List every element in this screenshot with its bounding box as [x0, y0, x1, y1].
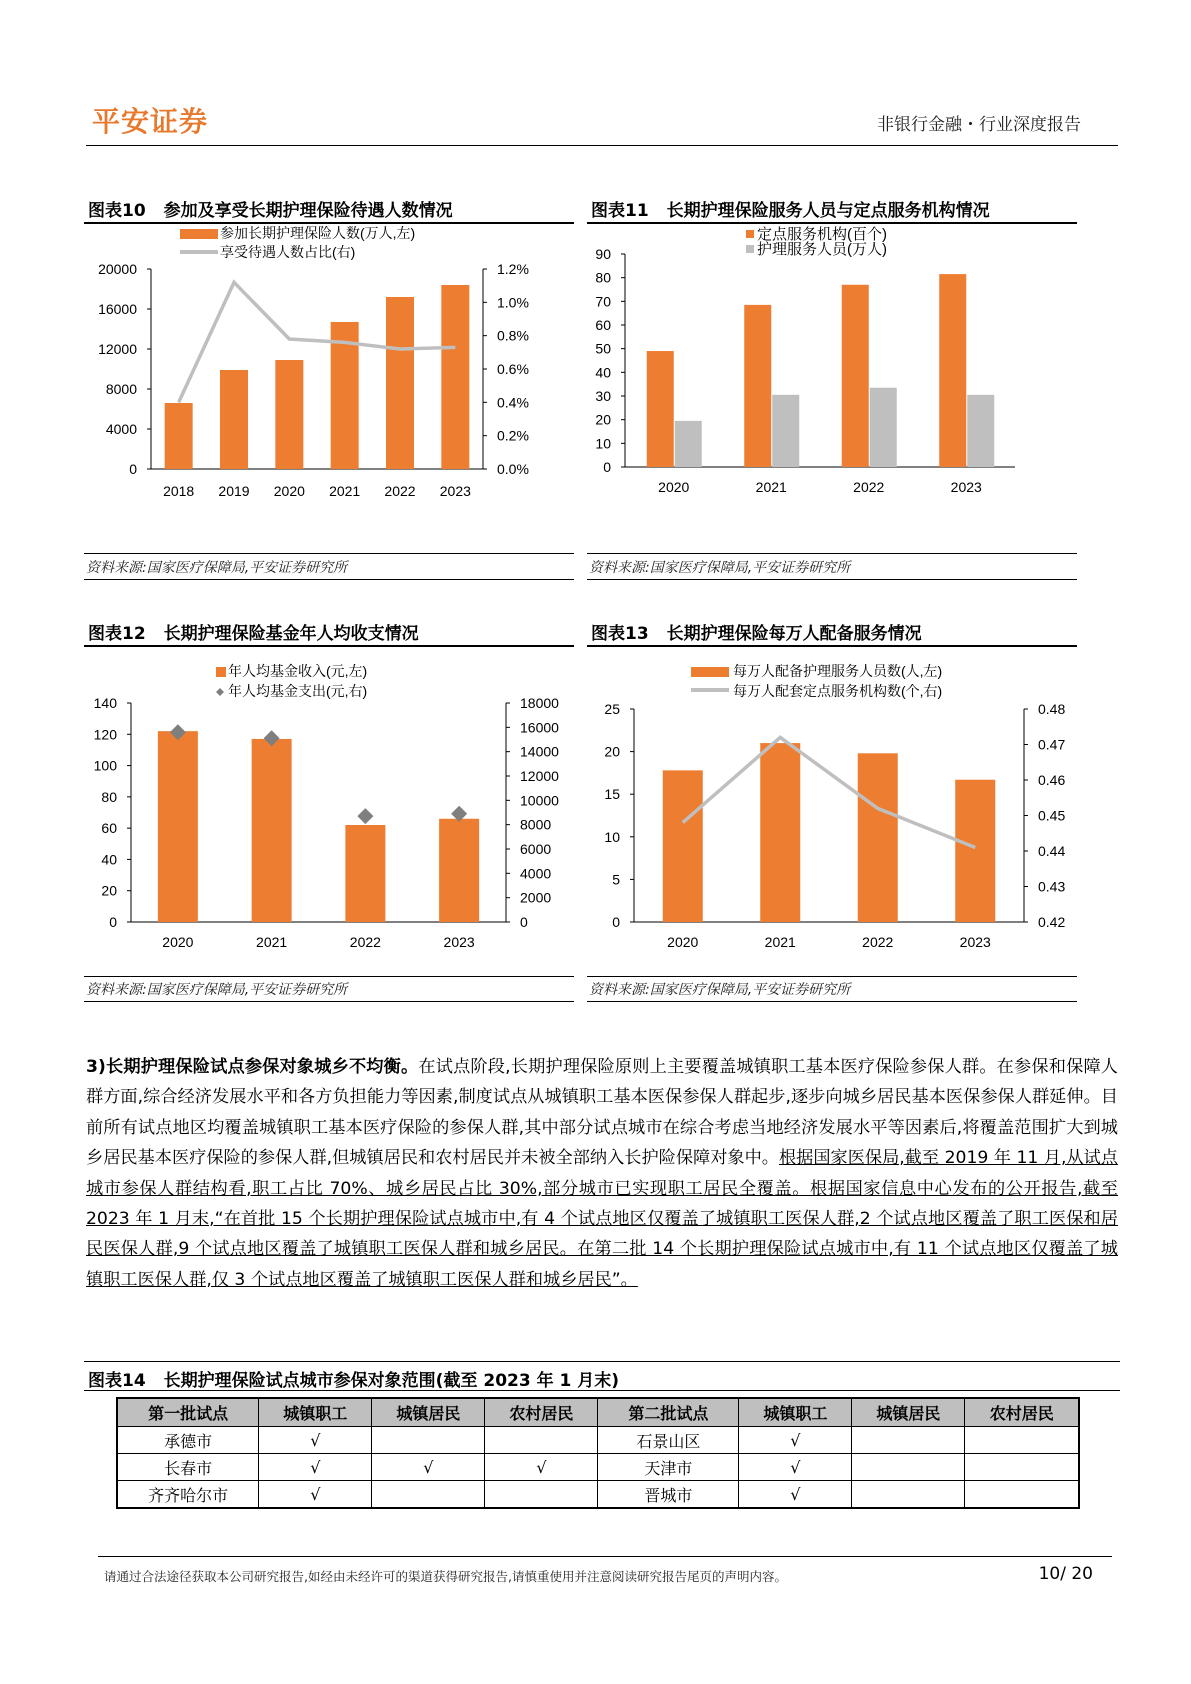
legend-label-s2: 护理服务人员(万人): [757, 241, 887, 258]
c12-yleft-tick-label: 0: [109, 914, 117, 930]
chart12-source-rule: [84, 976, 574, 977]
c11-y-tick-label: 60: [595, 317, 611, 333]
c10-x-tick-label: 2021: [329, 483, 361, 499]
c12-yright-tick-label: 10000: [520, 792, 559, 809]
table14-caption: [88, 1366, 619, 1391]
c12-yleft-tick-label: 120: [93, 726, 117, 743]
bar-2022: [345, 825, 385, 922]
brand-logo: 平安证券: [92, 105, 209, 138]
chart10-source-rule: [84, 553, 574, 554]
c13-yleft-tick-label: 5: [612, 871, 620, 888]
chart10-source: 资料来源:国家医疗保障局,平安证券研究所: [86, 560, 348, 576]
bar-s1-2020: [647, 351, 674, 467]
c12-yright-tick-label: 14000: [520, 743, 559, 760]
table-cell: 石景山区: [598, 1427, 739, 1454]
chart12-source: 资料来源:国家医疗保障局,平安证券研究所: [86, 982, 348, 998]
c12-yleft-tick-label: 100: [93, 757, 117, 774]
table-cell: [852, 1427, 965, 1454]
bar-s1-2023: [939, 274, 966, 467]
chart13-top-rule: [587, 645, 1077, 647]
table-cell: √: [259, 1454, 372, 1481]
c12-yright-tick-label: 12000: [520, 768, 559, 784]
col-header: 城镇居民: [372, 1398, 485, 1427]
c11-y-tick-label: 10: [595, 435, 611, 452]
table-cell: [965, 1454, 1079, 1481]
c10-yright-tick-label: 1.2%: [497, 261, 529, 277]
table-cell: √: [739, 1427, 852, 1454]
bar-2020: [275, 360, 303, 469]
header-rule: [86, 145, 1118, 146]
chart11-number: 图表11: [591, 201, 649, 221]
table-row: [117, 1427, 1079, 1454]
c10-yright-tick-label: 0.6%: [497, 361, 529, 377]
c11-x-tick-label: 2021: [755, 479, 787, 495]
c12-yright-tick-label: 4000: [520, 865, 552, 882]
c12-yright-tick-label: 6000: [520, 841, 552, 857]
chart12-top-rule: [84, 645, 574, 647]
legend-label-bar: 参加长期护理保险人数(万人,左): [220, 226, 416, 241]
table-cell: 长春市: [117, 1454, 259, 1481]
legend-label-s1: 定点服务机构(百个): [757, 226, 887, 243]
bar-2023: [439, 819, 479, 922]
bar-2020: [158, 731, 198, 922]
c12-yleft-tick-label: 20: [101, 882, 117, 899]
legend-swatch-s2: [746, 245, 754, 253]
marker-2022: [357, 808, 373, 824]
c13-yright-tick-label: 0.45: [1038, 807, 1066, 824]
bar-2022: [386, 297, 414, 469]
c13-yleft-tick-label: 25: [604, 701, 620, 717]
chart11-top-rule: [587, 222, 1077, 224]
chart12-bottom-rule: [84, 1001, 574, 1002]
c13-yright-tick-label: 0.44: [1038, 843, 1066, 859]
chart10-top-rule: [84, 222, 574, 224]
table-cell: [372, 1481, 485, 1509]
table-cell: √: [259, 1481, 372, 1509]
c11-y-tick-label: 30: [595, 388, 611, 404]
c12-yright-tick-label: 8000: [520, 816, 552, 833]
report-category: 非银行金融・行业深度报告: [877, 115, 1081, 135]
table-row: [117, 1454, 1079, 1481]
pilot-city-table: [116, 1397, 1080, 1509]
c11-y-tick-label: 40: [595, 364, 611, 381]
table-cell: [852, 1481, 965, 1509]
c10-x-tick-label: 2020: [273, 483, 305, 499]
paragraph-underlined-text: 根据国家医保局,截至 2019 年 11 月,从试点城市参保人群结构看,职工占比 70%、城乡居民占比 30%,部分城市已实现职工居民全覆盖。根据国家信息中心发布的公开报告,截至 2023 年 1 月末,“在首批 15 个长期护理保险试点城市中,有 4 个试点地区仅覆盖了城镇职工医保人群,2 个试点地区覆盖了职工医保和居民医保人群,9 个试点地区覆盖了城镇职工医保人群和城乡居民。在第二批 14 个长期护理保险试点城市中,有 11 个试点地区仅覆盖了城镇职工医保人群,仅 3 个试点地区覆盖了城镇职工医保人群和城乡居民”。: [86, 1148, 1118, 1290]
table-cell: √: [739, 1481, 852, 1509]
chart13-bottom-rule: [587, 1001, 1077, 1002]
chart13-number: 图表13: [591, 624, 649, 644]
c13-x-tick-label: 2022: [862, 934, 894, 950]
c12-x-tick-label: 2022: [349, 934, 381, 950]
c12-yleft-tick-label: 80: [101, 788, 117, 805]
c10-yleft-tick-label: 8000: [105, 381, 137, 397]
table-cell: 晋城市: [598, 1481, 739, 1509]
table-cell: [965, 1427, 1079, 1454]
c11-y-tick-label: 0: [603, 459, 611, 475]
c10-yleft-tick-label: 0: [129, 461, 137, 477]
c10-yright-tick-label: 0.0%: [497, 461, 529, 477]
c13-yright-tick-label: 0.42: [1038, 914, 1066, 930]
table-cell: [485, 1427, 598, 1454]
c10-yleft-tick-label: 20000: [98, 261, 137, 277]
c12-x-tick-label: 2020: [162, 934, 194, 950]
col-header: 农村居民: [965, 1398, 1079, 1427]
table14-number: 图表14: [88, 1371, 146, 1391]
bar-2022: [858, 753, 898, 922]
chart11-title: 长期护理保险服务人员与定点服务机构情况: [666, 201, 990, 221]
c11-x-tick-label: 2022: [853, 479, 885, 495]
page-number: 10/ 20: [1038, 1564, 1093, 1584]
bar-2023: [441, 285, 469, 469]
c12-x-tick-label: 2023: [443, 934, 475, 950]
bar-s1-2022: [842, 285, 869, 467]
legend-label-marker: 年人均基金支出(元,右): [228, 683, 368, 699]
c11-y-tick-label: 90: [595, 246, 611, 262]
c11-y-tick-label: 80: [595, 269, 611, 286]
table-row: [117, 1481, 1079, 1509]
c13-x-tick-label: 2021: [764, 934, 796, 950]
table-cell: √: [259, 1427, 372, 1454]
c13-yright-tick-label: 0.46: [1038, 772, 1066, 788]
table14-title: 长期护理保险试点城市参保对象范围(截至 2023 年 1 月末): [163, 1371, 620, 1391]
legend-label-line: 每万人配套定点服务机构数(个,右): [733, 683, 943, 699]
bar-2021: [252, 739, 292, 922]
c10-yleft-tick-label: 12000: [98, 341, 137, 357]
bar-s1-2021: [744, 305, 771, 467]
c10-yright-tick-label: 0.2%: [497, 427, 529, 444]
c11-y-tick-label: 50: [595, 340, 611, 357]
chart10-bottom-rule: [84, 579, 574, 580]
bar-s2-2021: [772, 395, 799, 467]
line-series-institutions: [683, 737, 976, 847]
c10-x-tick-label: 2022: [384, 483, 416, 499]
c13-yleft-tick-label: 20: [604, 743, 620, 760]
table-cell: √: [485, 1454, 598, 1481]
chart13-title: 长期护理保险每万人配备服务情况: [666, 624, 922, 644]
table-cell: 承德市: [117, 1427, 259, 1454]
c10-x-tick-label: 2019: [218, 483, 250, 499]
chart12-caption: [88, 619, 419, 644]
table-cell: √: [372, 1454, 485, 1481]
c12-yleft-tick-label: 60: [101, 820, 117, 837]
c11-x-tick-label: 2020: [658, 479, 690, 495]
table-header-row: [117, 1398, 1079, 1427]
legend-swatch-marker: [216, 688, 224, 696]
chart11-source-rule: [587, 553, 1077, 554]
bar-s2-2020: [675, 421, 702, 467]
c11-y-tick-label: 70: [595, 293, 611, 310]
bar-s2-2023: [967, 395, 994, 467]
bar-s2-2022: [870, 388, 897, 467]
col-header: 城镇居民: [852, 1398, 965, 1427]
c11-x-tick-label: 2023: [950, 479, 982, 495]
footer-disclaimer: 请通过合法途径获取本公司研究报告,如经由未经许可的渠道获得研究报告,请慎重使用并注意阅读研究报告尾页的声明内容。: [104, 1569, 787, 1584]
col-header: 城镇职工: [739, 1398, 852, 1427]
c12-yleft-tick-label: 140: [93, 695, 117, 711]
chart12-plot: [84, 649, 574, 969]
table-cell: √: [739, 1454, 852, 1481]
table14-caption-rule: [84, 1390, 1120, 1391]
c13-yright-tick-label: 0.47: [1038, 736, 1066, 753]
legend-swatch-bar: [180, 229, 218, 239]
c13-yleft-tick-label: 0: [612, 914, 620, 930]
bar-2020: [663, 770, 703, 922]
chart10-title: 参加及享受长期护理保险待遇人数情况: [163, 201, 453, 221]
bar-2023: [955, 780, 995, 922]
chart12-number: 图表12: [88, 624, 146, 644]
legend-label-bar: 年人均基金收入(元,左): [228, 663, 368, 679]
legend-swatch-bar: [216, 667, 226, 677]
c13-yleft-tick-label: 15: [604, 786, 620, 803]
chart12-title: 长期护理保险基金年人均收支情况: [163, 624, 419, 644]
chart13-source-rule: [587, 976, 1077, 977]
paragraph-text: 在试点阶段,长期护理保险原则上主要覆盖城镇职工基本医疗保险参保人群。在参保和保障人群方面,综合经济发展水平和各方负担能力等因素,制度试点从城镇职工基本医保参保人群起步,逐步向城乡居民基本医保参保人群延伸。目前所有试点地区均覆盖城镇职工基本医疗保险的参保人群,其中部分试点城市在综合考虑当地经济发展水平等因素后,将覆盖范围扩大到城乡居民基本医疗保险的参保人群,但城镇居民和农村居民并未被全部纳入长护险保障对象中。: [86, 1057, 1118, 1169]
legend-swatch-bar: [691, 667, 729, 677]
c13-x-tick-label: 2023: [959, 934, 991, 950]
c10-yright-tick-label: 1.0%: [497, 294, 529, 311]
bar-2019: [220, 370, 248, 469]
body-paragraph: [86, 1052, 1118, 1295]
legend-swatch-s1: [746, 230, 754, 238]
c10-yright-tick-label: 0.8%: [497, 327, 529, 344]
table-cell: [852, 1454, 965, 1481]
chart10-caption: [88, 196, 453, 221]
c12-yleft-tick-label: 40: [101, 851, 117, 868]
c10-x-tick-label: 2023: [439, 483, 471, 499]
c12-yright-tick-label: 0: [520, 914, 528, 930]
table-cell: 天津市: [598, 1454, 739, 1481]
bar-2021: [760, 743, 800, 922]
chart13-source: 资料来源:国家医疗保障局,平安证券研究所: [589, 982, 851, 998]
c12-yright-tick-label: 18000: [520, 695, 559, 711]
c10-x-tick-label: 2018: [163, 483, 195, 499]
c12-yright-tick-label: 16000: [520, 719, 559, 736]
col-header: 农村居民: [485, 1398, 598, 1427]
table-cell: [485, 1481, 598, 1509]
c11-y-tick-label: 20: [595, 411, 611, 428]
col-header: 第二批试点: [598, 1398, 739, 1427]
col-header: 第一批试点: [117, 1398, 259, 1427]
bar-2018: [165, 403, 193, 469]
c12-x-tick-label: 2021: [256, 934, 288, 950]
legend-label-bar: 每万人配备护理服务人员数(人,左): [733, 663, 943, 679]
table-cell: [372, 1427, 485, 1454]
c13-yright-tick-label: 0.43: [1038, 878, 1066, 895]
c10-yright-tick-label: 0.4%: [497, 394, 529, 411]
table-cell: [965, 1481, 1079, 1509]
c10-yleft-tick-label: 4000: [105, 421, 137, 437]
col-header: 城镇职工: [259, 1398, 372, 1427]
chart11-plot: [587, 226, 1077, 546]
chart10-number: 图表10: [88, 201, 146, 221]
table-cell: 齐齐哈尔市: [117, 1481, 259, 1509]
footer-rule: [98, 1556, 1112, 1557]
chart11-source: 资料来源:国家医疗保障局,平安证券研究所: [589, 560, 851, 576]
table14-top-rule: [84, 1361, 1120, 1362]
c12-yright-tick-label: 2000: [520, 889, 552, 906]
c13-yleft-tick-label: 10: [604, 828, 620, 845]
legend-label-line: 享受待遇人数占比(右): [220, 244, 356, 260]
chart13-plot: [587, 649, 1077, 969]
paragraph-lead: 3)长期护理保险试点参保对象城乡不均衡。: [86, 1057, 419, 1077]
chart11-caption: [591, 196, 990, 221]
c10-yleft-tick-label: 16000: [98, 301, 137, 317]
chart13-caption: [591, 619, 922, 644]
chart11-bottom-rule: [587, 579, 1077, 580]
c13-yright-tick-label: 0.48: [1038, 701, 1066, 717]
c13-x-tick-label: 2020: [667, 934, 699, 950]
chart10-plot: [84, 226, 574, 546]
